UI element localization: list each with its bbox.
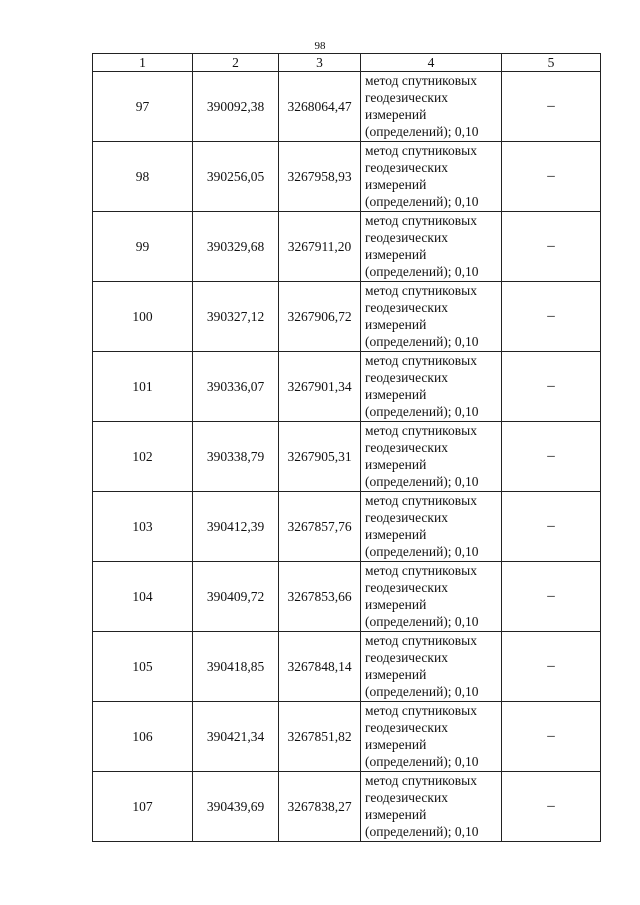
method-line: (определений); 0,10 bbox=[365, 194, 479, 209]
method-line: измерений bbox=[365, 387, 427, 402]
method-line: геодезических bbox=[365, 720, 448, 735]
column-5-cell: – bbox=[502, 702, 601, 772]
point-number-cell: 98 bbox=[93, 142, 193, 212]
method-line: измерений bbox=[365, 737, 427, 752]
table-row bbox=[93, 492, 601, 562]
column-5-cell: – bbox=[502, 352, 601, 422]
point-number-cell: 103 bbox=[93, 492, 193, 562]
method-line: измерений bbox=[365, 807, 427, 822]
method-line: измерений bbox=[365, 107, 427, 122]
point-number-cell: 104 bbox=[93, 562, 193, 632]
method-line: геодезических bbox=[365, 650, 448, 665]
point-number-cell: 102 bbox=[93, 422, 193, 492]
column-5-cell: – bbox=[502, 422, 601, 492]
method-line: геодезических bbox=[365, 580, 448, 595]
method-line: геодезических bbox=[365, 160, 448, 175]
column-5-cell: – bbox=[502, 772, 601, 842]
method-line: измерений bbox=[365, 317, 427, 332]
method-line: (определений); 0,10 bbox=[365, 404, 479, 419]
table-row bbox=[93, 632, 601, 702]
x-coordinate-cell: 390439,69 bbox=[193, 772, 279, 842]
method-cell bbox=[361, 702, 502, 772]
y-coordinate-cell: 3267901,34 bbox=[279, 352, 361, 422]
column-5-cell: – bbox=[502, 632, 601, 702]
method-line: (определений); 0,10 bbox=[365, 544, 479, 559]
method-line: метод спутниковых bbox=[365, 283, 477, 298]
y-coordinate-cell: 3267853,66 bbox=[279, 562, 361, 632]
coordinates-table bbox=[92, 53, 601, 842]
method-line: измерений bbox=[365, 247, 427, 262]
column-5-cell: – bbox=[502, 282, 601, 352]
header-col-2: 2 bbox=[193, 54, 279, 72]
x-coordinate-cell: 390421,34 bbox=[193, 702, 279, 772]
method-line: (определений); 0,10 bbox=[365, 264, 479, 279]
header-col-3: 3 bbox=[279, 54, 361, 72]
method-line: (определений); 0,10 bbox=[365, 124, 479, 139]
y-coordinate-cell: 3268064,47 bbox=[279, 72, 361, 142]
method-line: измерений bbox=[365, 457, 427, 472]
method-cell bbox=[361, 422, 502, 492]
x-coordinate-cell: 390327,12 bbox=[193, 282, 279, 352]
method-cell bbox=[361, 632, 502, 702]
table-row bbox=[93, 72, 601, 142]
x-coordinate-cell: 390409,72 bbox=[193, 562, 279, 632]
table-row bbox=[93, 212, 601, 282]
method-line: (определений); 0,10 bbox=[365, 754, 479, 769]
table-row bbox=[93, 142, 601, 212]
method-line: геодезических bbox=[365, 510, 448, 525]
column-5-cell: – bbox=[502, 562, 601, 632]
method-line: метод спутниковых bbox=[365, 73, 477, 88]
method-line: (определений); 0,10 bbox=[365, 474, 479, 489]
method-cell bbox=[361, 772, 502, 842]
method-cell bbox=[361, 492, 502, 562]
method-line: метод спутниковых bbox=[365, 703, 477, 718]
method-line: (определений); 0,10 bbox=[365, 684, 479, 699]
y-coordinate-cell: 3267958,93 bbox=[279, 142, 361, 212]
table-row bbox=[93, 352, 601, 422]
method-cell bbox=[361, 352, 502, 422]
header-col-1: 1 bbox=[93, 54, 193, 72]
y-coordinate-cell: 3267838,27 bbox=[279, 772, 361, 842]
method-line: метод спутниковых bbox=[365, 353, 477, 368]
method-line: метод спутниковых bbox=[365, 493, 477, 508]
table-body bbox=[93, 72, 601, 842]
header-col-4: 4 bbox=[361, 54, 502, 72]
x-coordinate-cell: 390256,05 bbox=[193, 142, 279, 212]
column-5-cell: – bbox=[502, 142, 601, 212]
header-col-5: 5 bbox=[502, 54, 601, 72]
page-number: 98 bbox=[314, 40, 326, 52]
method-line: геодезических bbox=[365, 440, 448, 455]
method-line: метод спутниковых bbox=[365, 423, 477, 438]
method-cell bbox=[361, 142, 502, 212]
table-row bbox=[93, 562, 601, 632]
method-line: (определений); 0,10 bbox=[365, 334, 479, 349]
x-coordinate-cell: 390336,07 bbox=[193, 352, 279, 422]
method-line: измерений bbox=[365, 597, 427, 612]
method-line: измерений bbox=[365, 667, 427, 682]
x-coordinate-cell: 390412,39 bbox=[193, 492, 279, 562]
method-line: измерений bbox=[365, 177, 427, 192]
method-line: геодезических bbox=[365, 230, 448, 245]
method-line: геодезических bbox=[365, 90, 448, 105]
method-line: геодезических bbox=[365, 300, 448, 315]
method-line: (определений); 0,10 bbox=[365, 614, 479, 629]
column-5-cell: – bbox=[502, 72, 601, 142]
point-number-cell: 99 bbox=[93, 212, 193, 282]
method-line: метод спутниковых bbox=[365, 143, 477, 158]
y-coordinate-cell: 3267848,14 bbox=[279, 632, 361, 702]
method-line: метод спутниковых bbox=[365, 213, 477, 228]
point-number-cell: 97 bbox=[93, 72, 193, 142]
method-cell bbox=[361, 72, 502, 142]
y-coordinate-cell: 3267911,20 bbox=[279, 212, 361, 282]
point-number-cell: 101 bbox=[93, 352, 193, 422]
y-coordinate-cell: 3267905,31 bbox=[279, 422, 361, 492]
method-cell bbox=[361, 212, 502, 282]
header-row bbox=[93, 54, 601, 72]
method-line: измерений bbox=[365, 527, 427, 542]
method-cell bbox=[361, 282, 502, 352]
x-coordinate-cell: 390329,68 bbox=[193, 212, 279, 282]
table-row bbox=[93, 702, 601, 772]
method-line: геодезических bbox=[365, 790, 448, 805]
method-line: метод спутниковых bbox=[365, 563, 477, 578]
table-row bbox=[93, 772, 601, 842]
y-coordinate-cell: 3267851,82 bbox=[279, 702, 361, 772]
method-line: (определений); 0,10 bbox=[365, 824, 479, 839]
x-coordinate-cell: 390418,85 bbox=[193, 632, 279, 702]
column-5-cell: – bbox=[502, 492, 601, 562]
method-cell bbox=[361, 562, 502, 632]
point-number-cell: 107 bbox=[93, 772, 193, 842]
point-number-cell: 100 bbox=[93, 282, 193, 352]
x-coordinate-cell: 390338,79 bbox=[193, 422, 279, 492]
column-5-cell: – bbox=[502, 212, 601, 282]
y-coordinate-cell: 3267857,76 bbox=[279, 492, 361, 562]
table-row bbox=[93, 422, 601, 492]
y-coordinate-cell: 3267906,72 bbox=[279, 282, 361, 352]
point-number-cell: 105 bbox=[93, 632, 193, 702]
method-line: метод спутниковых bbox=[365, 773, 477, 788]
method-line: геодезических bbox=[365, 370, 448, 385]
table-row bbox=[93, 282, 601, 352]
method-line: метод спутниковых bbox=[365, 633, 477, 648]
x-coordinate-cell: 390092,38 bbox=[193, 72, 279, 142]
point-number-cell: 106 bbox=[93, 702, 193, 772]
